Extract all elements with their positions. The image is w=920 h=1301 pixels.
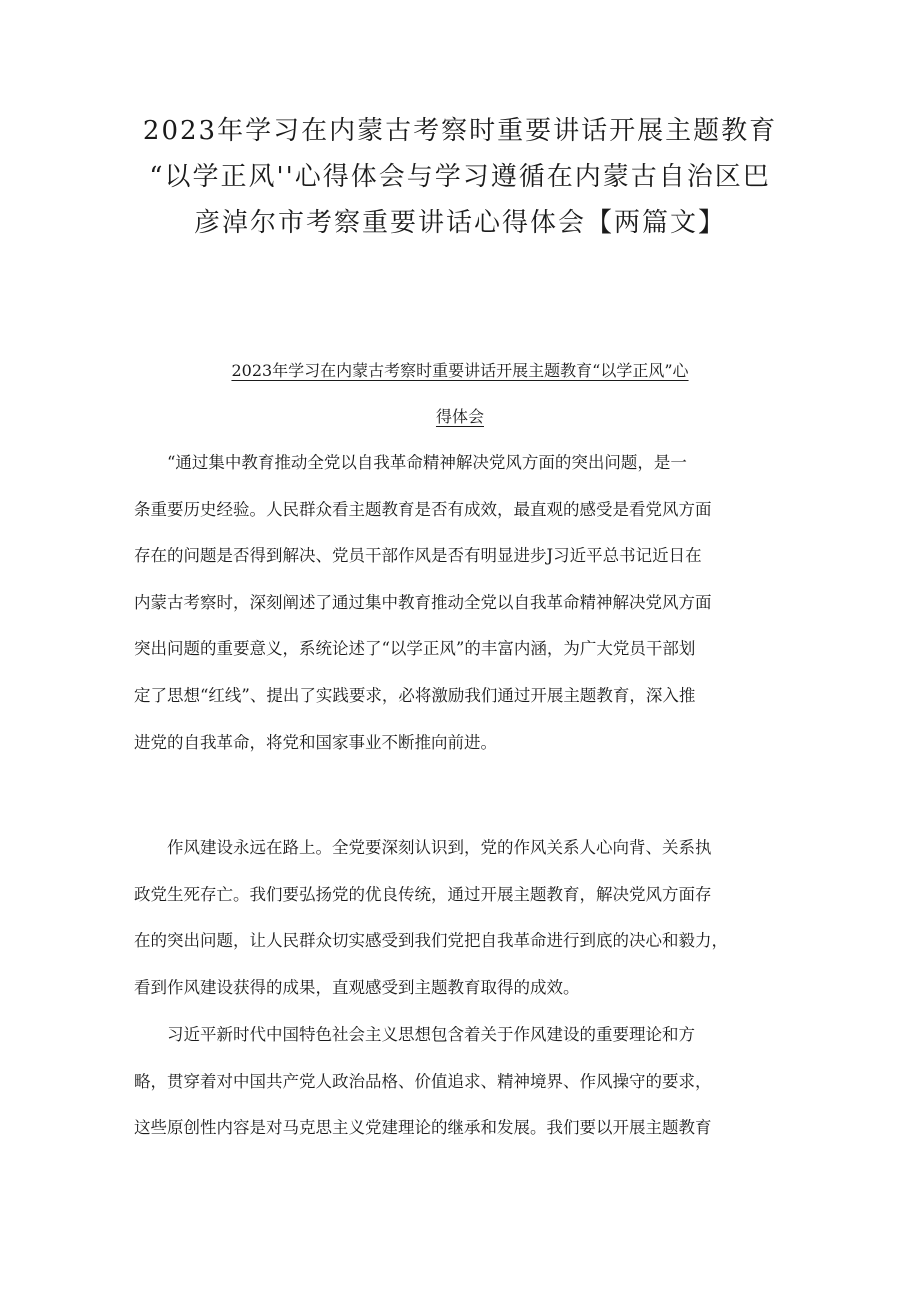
paragraph-line: 突出问题的重要意义，系统论述了“以学正风”的丰富内涵，为广大党员干部划 <box>134 639 696 659</box>
main-title-line: “以学正风''心得体会与学习遵循在内蒙古自治区巴 <box>149 162 771 192</box>
paragraph-line: 内蒙古考察时，深刻阐述了通过集中教育推动全党以自我革命精神解决党风方面 <box>134 592 712 612</box>
section-title-line: 2023年学习在内蒙古考察时重要讲话开展主题教育“以学正风”心 <box>231 361 689 380</box>
paragraph-line: 政党生死存亡。我们要弘扬党的优良传统，通过开展主题教育，解决党风方面存 <box>134 884 712 904</box>
paragraph-line: 存在的问题是否得到解决、党员干部作风是否有明显进步J习近平总书记近日在 <box>134 546 702 566</box>
main-title-line: 彦淖尔市考察重要讲话心得体会【两篇文】 <box>193 208 726 238</box>
paragraph-line: 作风建设永远在路上。全党要深刻认识到，党的作风关系人心向背、关系执 <box>134 838 712 857</box>
main-title <box>120 108 800 246</box>
body-paragraph <box>134 825 794 1011</box>
paragraph-line: 这些原创性内容是对马克思主义党建理论的继承和发展。我们要以开展主题教育 <box>134 1118 712 1138</box>
paragraph-line: 在的突出问题，让人民群众切实感受到我们党把自我革命进行到底的决心和毅力， <box>134 931 728 951</box>
body-paragraph <box>134 440 794 766</box>
main-title-line: 2023年学习在内蒙古考察时重要讲话开展主题教育 <box>142 116 778 146</box>
section-title <box>140 348 780 440</box>
paragraph-line: 略，贯穿着对中国共产党人政治品格、价值追求、精神境界、作风操守的要求， <box>134 1071 712 1091</box>
paragraph-line: 条重要历史经验。人民群众看主题教育是否有成效，最直观的感受是看党风方面 <box>134 499 712 519</box>
paragraph-line: 进党的自我革命，将党和国家事业不断推向前进。 <box>134 732 497 752</box>
body-paragraph <box>134 1012 794 1152</box>
paragraph-line: 习近平新时代中国特色社会主义思想包含着关于作风建设的重要理论和方 <box>134 1025 695 1044</box>
paragraph-line: 看到作风建设获得的成果，直观感受到主题教育取得的成效。 <box>134 977 580 997</box>
section-title-line: 得体会 <box>435 407 484 426</box>
paragraph-line: 定了思想“红线”、提出了实践要求，必将激励我们通过开展主题教育，深入推 <box>134 685 696 705</box>
paragraph-line: “通过集中教育推动全党以自我革命精神解决党风方面的突出问题，是一 <box>134 453 687 472</box>
